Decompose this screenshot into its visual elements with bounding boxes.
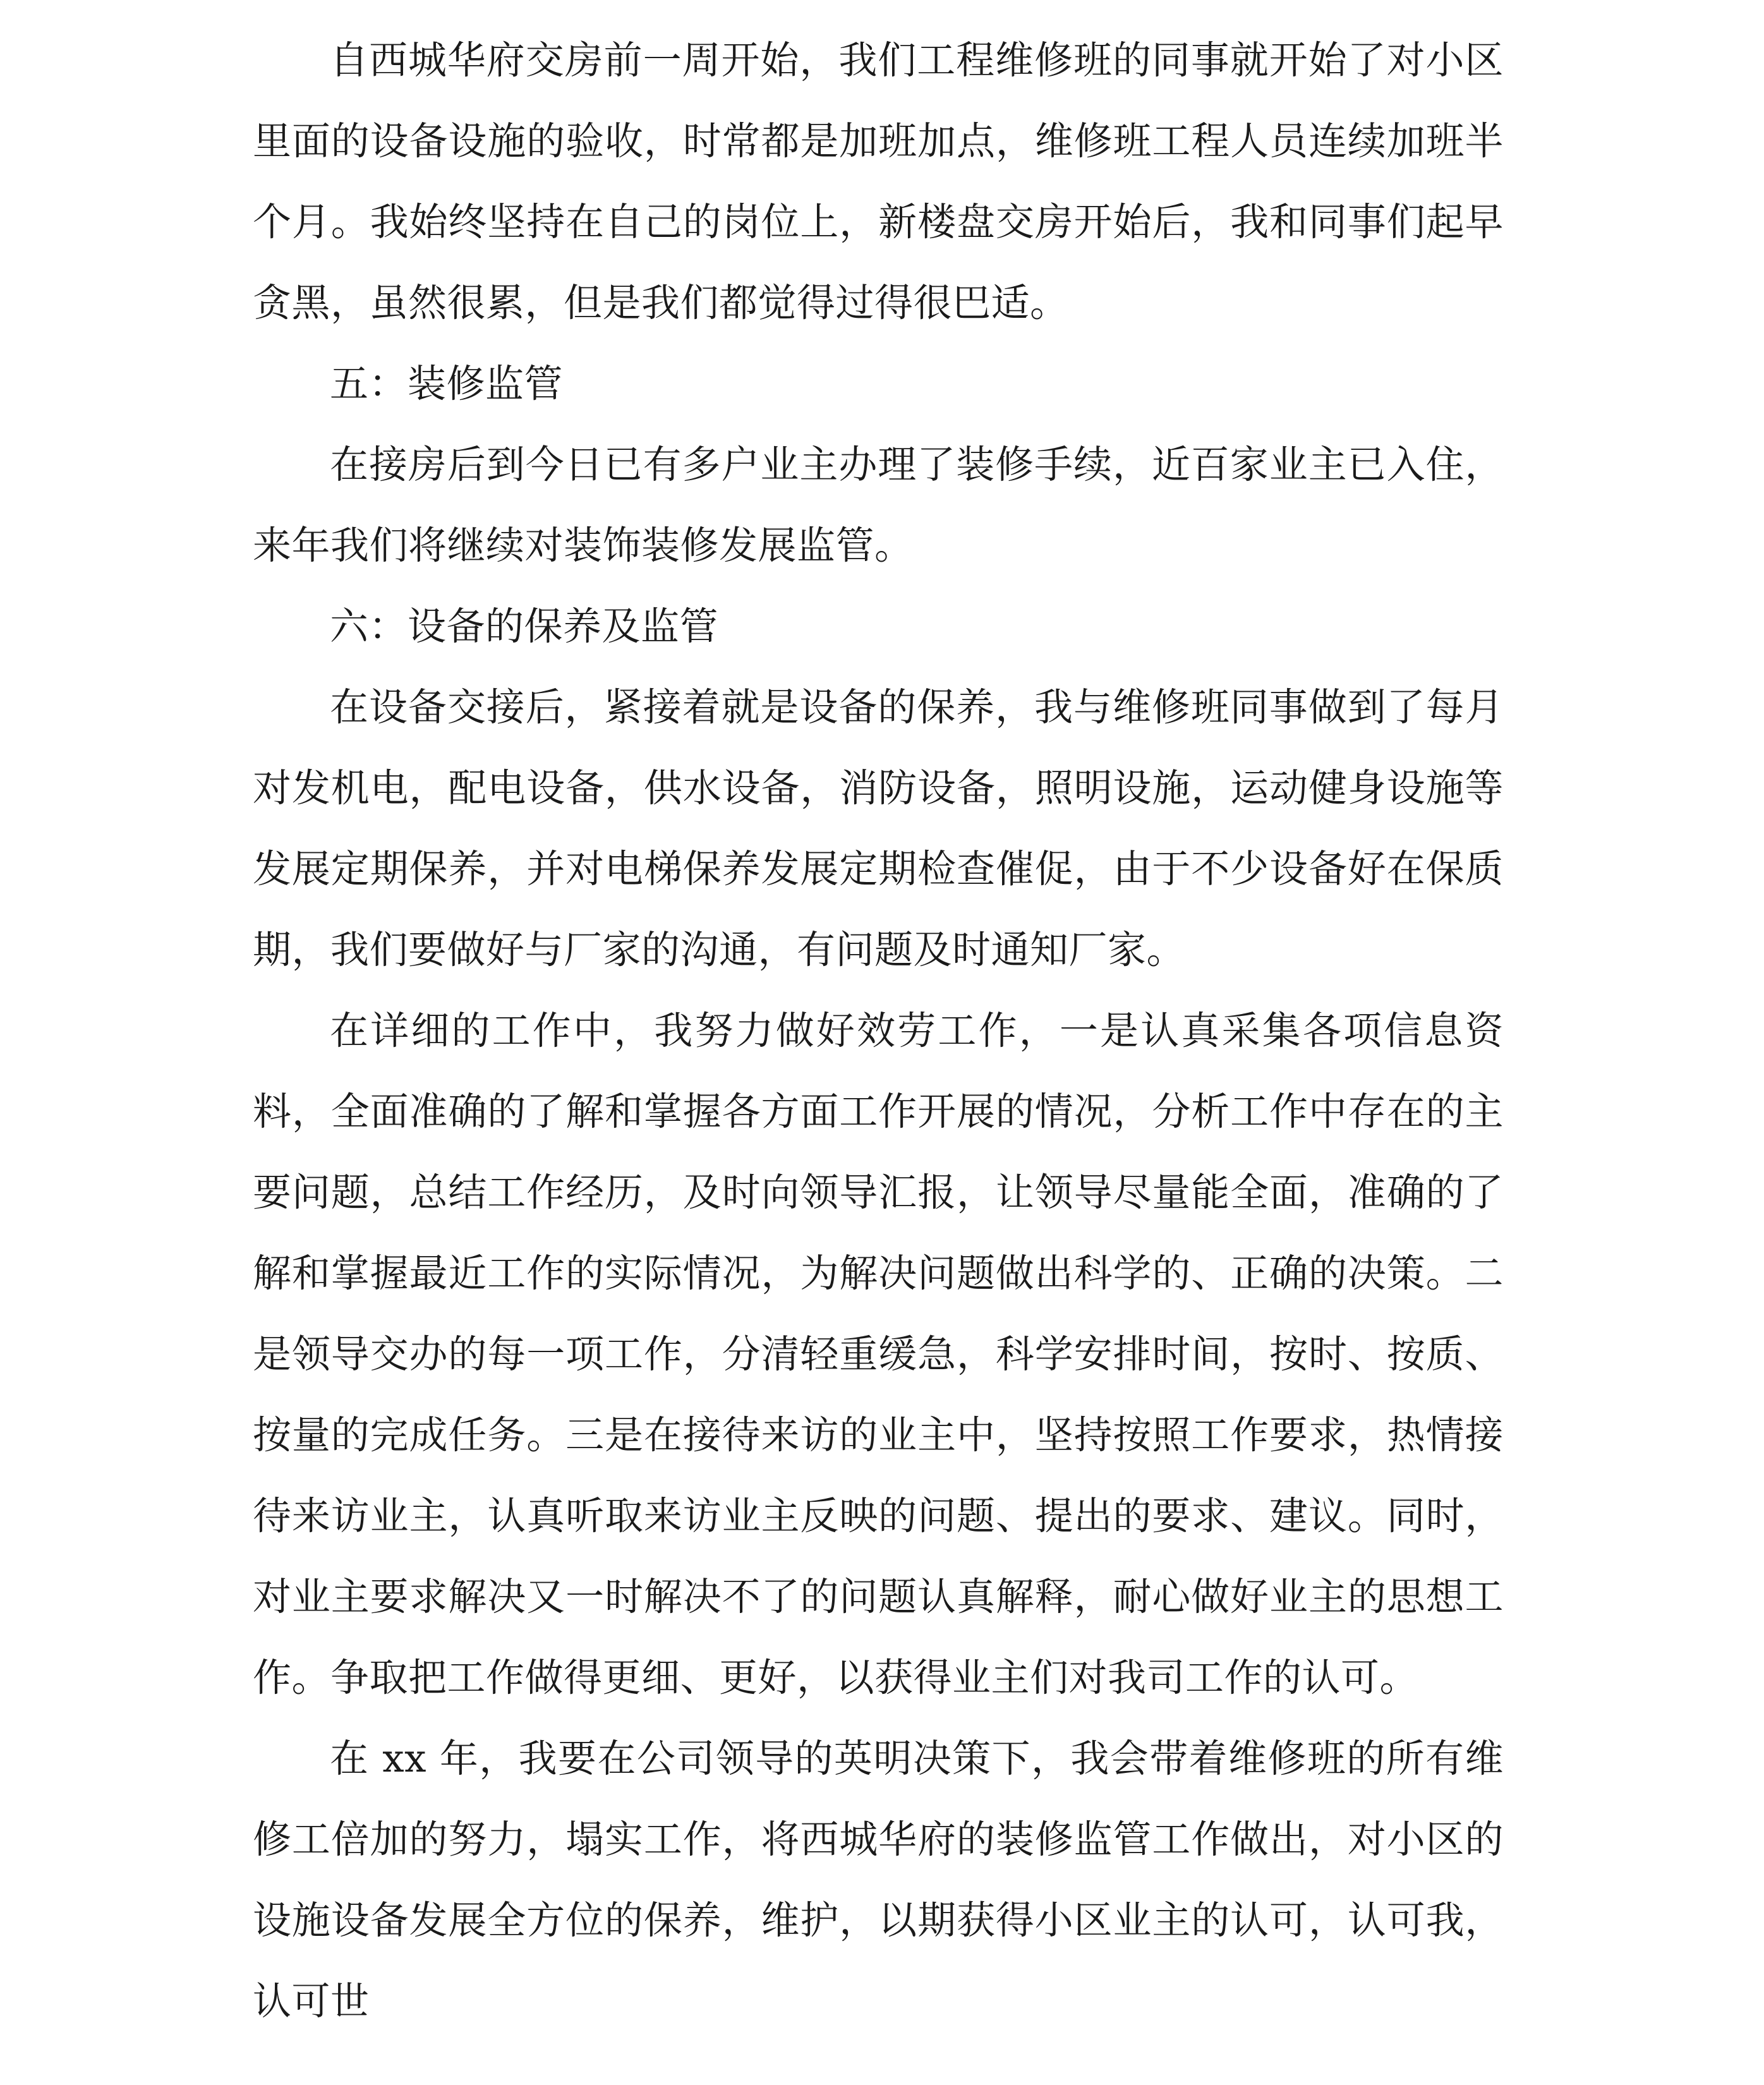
paragraph-handover-inspection: 自西城华府交房前一周开始，我们工程维修班的同事就开始了对小区里面的设备设施的验收，时常都是加班加点，维修班工程人员连续加班半个月。我始终坚持在自己的岗位上，新楼盘交房开始后，我和同事们起早贪黑，虽然很累，但是我们都觉得过得很巴适。 [253, 38, 1504, 325]
paragraph-next-year-plan: 在 xx 年，我要在公司领导的英明决策下，我会带着维修班的所有维修工倍加的努力，塌实工作，将西城华府的装修监管工作做出，对小区的设施设备发展全方位的保养，维护，以期获得小区业主的认可，认可我，认可世 [253, 1736, 1504, 2024]
document-body [253, 20, 1504, 2042]
paragraph-renovation: 在接房后到今日已有多户业主办理了装修手续，近百家业主已入住，来年我们将继续对装饰装修发展监管。 [253, 442, 1504, 568]
paragraph-equipment-maintenance: 在设备交接后，紧接着就是设备的保养，我与维修班同事做到了每月对发机电，配电设备，供水设备，消防设备，照明设施，运动健身设施等发展定期保养，并对电梯保养发展定期检查催促，由于不少设备好在保质期，我们要做好与厂家的沟通，有问题及时通知厂家。 [253, 685, 1504, 972]
section-heading-renovation: 五：装修监管 [330, 361, 564, 406]
paragraph-service-work: 在详细的工作中，我努力做好效劳工作，一是认真采集各项信息资料，全面准确的了解和掌握各方面工作开展的情况，分析工作中存在的主要问题，总结工作经历，及时向领导汇报，让领导尽量能全面，准确的了解和掌握最近工作的实际情况，为解决问题做出科学的、正确的决策。二是领导交办的每一项工作，分清轻重缓急，科学安排时间，按时、按质、按量的完成任务。三是在接待来访的业主中，坚持按照工作要求，热情接待来访业主，认真听取来访业主反映的问题、提出的要求、建议。同时，对业主要求解决又一时解决不了的问题认真解释，耐心做好业主的思想工作。争取把工作做得更细、更好，以获得业主们对我司工作的认可。 [253, 1008, 1504, 1700]
section-heading-equipment: 六：设备的保养及监管 [330, 604, 719, 649]
